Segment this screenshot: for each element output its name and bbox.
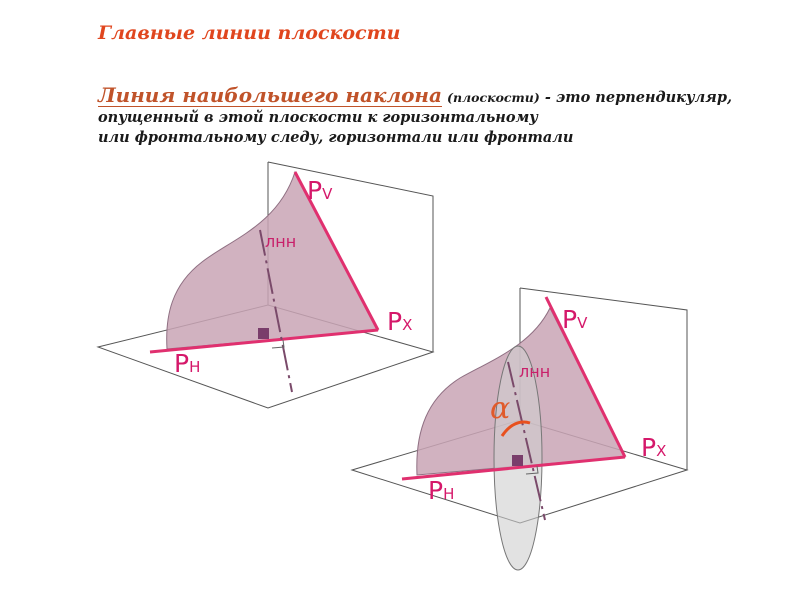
right-label-px: PX bbox=[641, 433, 667, 462]
left-label-ph: PH bbox=[174, 349, 201, 378]
definition-line-2: опущенный в этой плоскости к горизонтальному bbox=[98, 109, 538, 126]
definition-term: Линия наибольшего наклона bbox=[98, 83, 442, 107]
right-label-lnn: лнн bbox=[519, 362, 551, 381]
definition-line-3: или фронтальному следу, горизонтали или фронтали bbox=[98, 129, 574, 146]
definition-line-1-rest: - это перпендикуляр, bbox=[539, 89, 733, 106]
left-label-px: PX bbox=[387, 307, 413, 336]
right-label-pv: PV bbox=[562, 305, 588, 334]
left-right-angle-marker bbox=[258, 328, 269, 339]
slide-title: Главные линии плоскости bbox=[98, 22, 401, 44]
left-plane-p bbox=[167, 172, 378, 349]
left-label-pv: PV bbox=[307, 176, 333, 205]
right-label-alpha: α bbox=[490, 391, 511, 426]
right-right-angle-marker bbox=[512, 455, 523, 466]
definition-aside: (плоскости) bbox=[447, 90, 540, 105]
left-diagram bbox=[98, 162, 433, 408]
right-label-ph: PH bbox=[428, 476, 455, 505]
left-label-lnn: лнн bbox=[265, 232, 297, 251]
